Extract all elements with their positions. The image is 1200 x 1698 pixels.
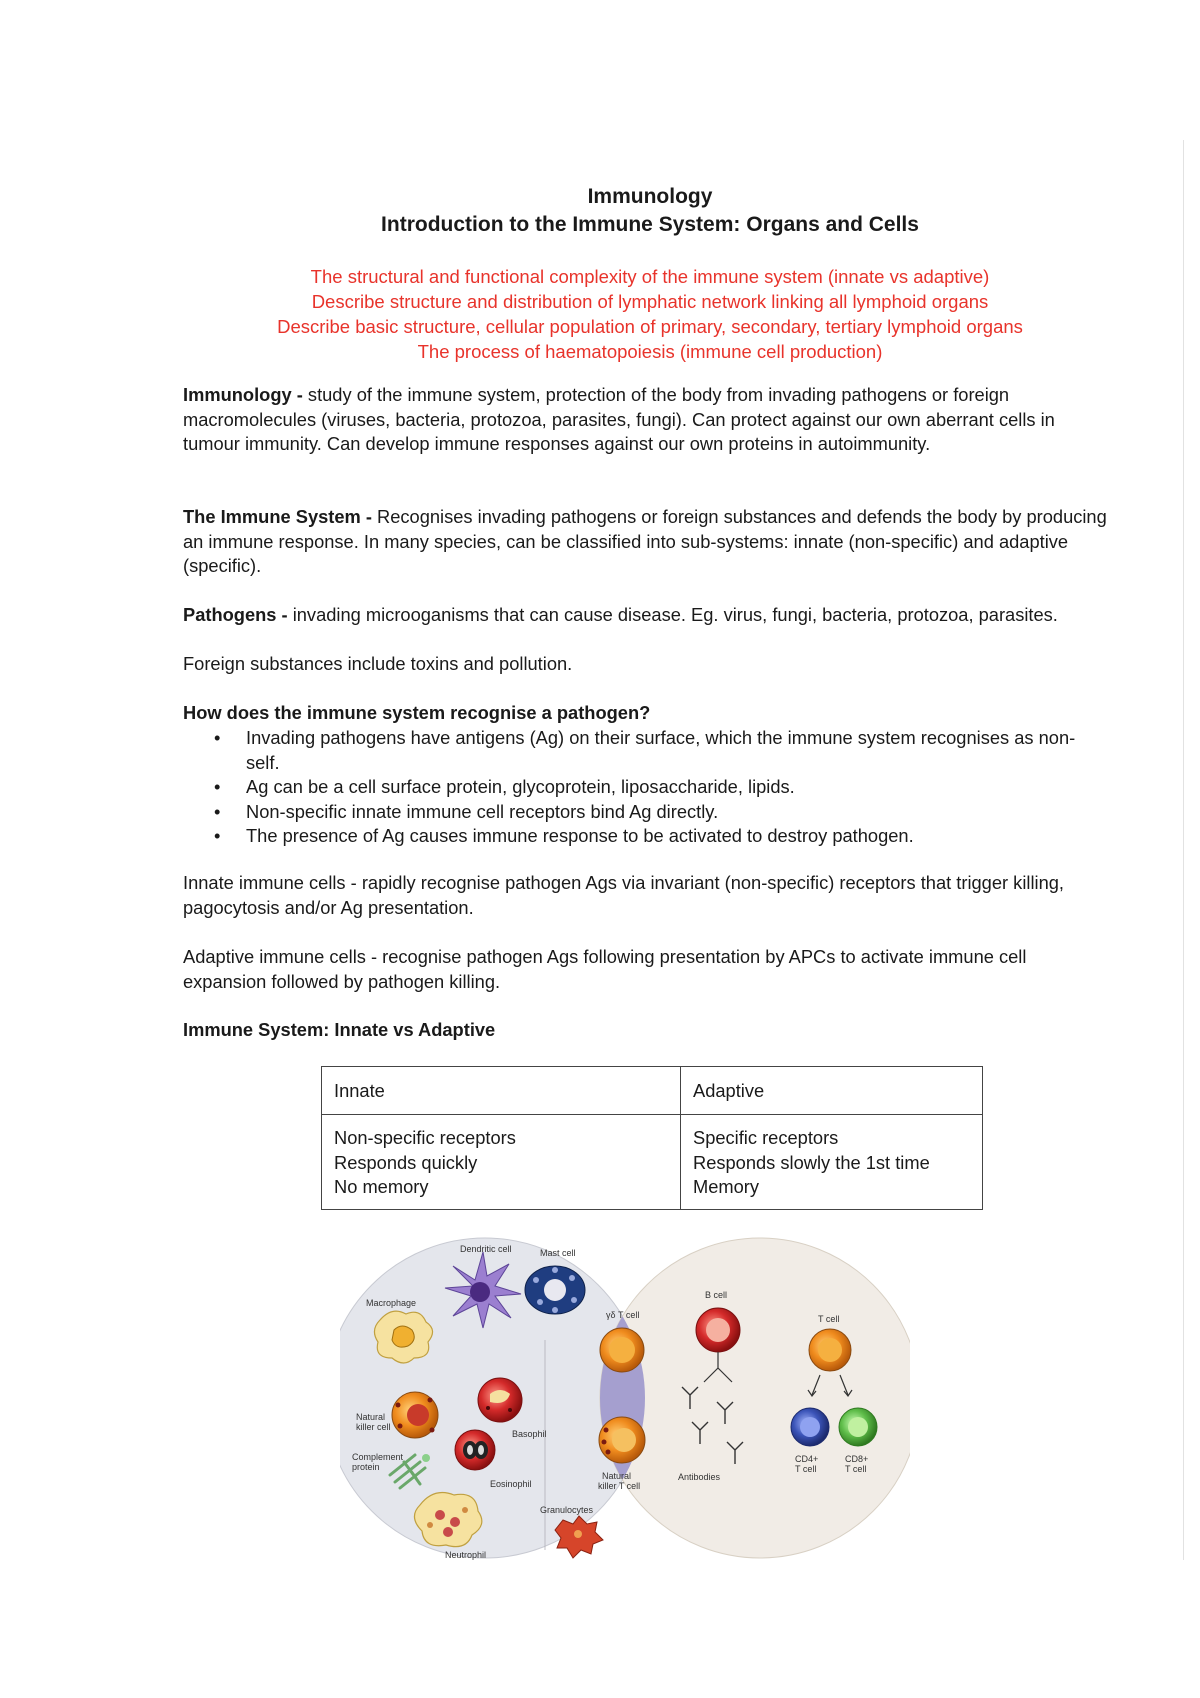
immune-cells-venn-diagram: [340, 1230, 910, 1565]
natural-killer-cell-icon: [392, 1392, 438, 1438]
label-natural-killer-2: killer cell: [356, 1422, 391, 1432]
paragraph-adaptive-cells: Adaptive immune cells - recognise pathogen Ags following presentation by APCs to activate immune cell expansion followed by pathogen killing.: [183, 946, 1027, 992]
mast-cell-icon: [525, 1266, 585, 1314]
label-cd4-2: T cell: [795, 1464, 817, 1474]
table-header-innate: Innate: [322, 1067, 681, 1115]
label-cd4-1: CD4+: [795, 1454, 819, 1464]
label-neutrophil: Neutrophil: [445, 1550, 487, 1560]
label-nkt-1: Natural: [602, 1471, 632, 1481]
adaptive-properties-cell: Specific receptors Responds slowly the 1st time Memory: [681, 1115, 983, 1210]
label-t-cell: T cell: [818, 1314, 840, 1324]
basophil-icon: [478, 1378, 522, 1422]
label-cd8-2: T cell: [845, 1464, 867, 1474]
definition-immune-system: Recognises invading pathogens or foreign substances and defends the body by producing an immune response. In many species, can be classified into sub-systems: innate (non-specific) and adaptive (specific).: [183, 506, 1107, 576]
cd8-t-cell-icon: [839, 1408, 877, 1446]
bullet-icon: •: [214, 727, 221, 748]
label-cd8-1: CD8+: [845, 1454, 869, 1464]
definition-pathogens: invading microoganisms that can cause disease. Eg. virus, fungi, bacteria, protozoa, parasites.: [287, 604, 1058, 625]
bullet-icon: •: [214, 800, 221, 822]
bullet-icon: •: [214, 776, 221, 797]
label-b-cell: B cell: [705, 1290, 728, 1300]
bullet-icon: •: [214, 825, 221, 846]
label-antibodies: Antibodies: [678, 1472, 721, 1482]
list-item: • The presence of Ag causes immune response to be activated to destroy pathogen.: [211, 824, 1091, 849]
eosinophil-icon: [455, 1430, 495, 1470]
cd4-t-cell-icon: [791, 1408, 829, 1446]
heading-innate-vs-adaptive: Immune System: Innate vs Adaptive: [183, 1019, 496, 1040]
term-immune-system: The Immune System -: [183, 506, 372, 527]
adaptive-circle: [600, 1238, 910, 1558]
list-item: • Non-specific innate immune cell receptors bind Ag directly.: [211, 800, 1091, 825]
page-subtitle: Introduction to the Immune System: Organs and Cells: [381, 213, 919, 236]
label-macrophage: Macrophage: [366, 1298, 417, 1308]
definition-immunology: study of the immune system, protection of the body from invading pathogens or foreign macromolecules (viruses, bacteria, protozoa, parasites, fungi). Can protect against our own aberrant cells in tumour immunity. Can develop immune responses against our own proteins in autoimmunity.: [183, 384, 1055, 454]
term-pathogens: Pathogens -: [183, 604, 288, 625]
table-row: [322, 1115, 983, 1210]
innate-adaptive-table: [321, 1066, 983, 1210]
paragraph-innate-cells: Innate immune cells - rapidly recognise pathogen Ags via invariant (non-specific) receptors that trigger killing, pagocytosis and/or Ag presentation.: [183, 872, 1064, 918]
gamma-delta-t-cell-icon: [600, 1328, 644, 1372]
learning-objectives: [0, 264, 1200, 364]
term-immunology: Immunology -: [183, 384, 303, 405]
paragraph-pathogens: [183, 603, 1113, 628]
label-eosinophil: Eosinophil: [490, 1479, 532, 1489]
label-complement-1: Complement: [352, 1452, 404, 1462]
list-item: • Ag can be a cell surface protein, glycoprotein, liposaccharide, lipids.: [211, 775, 1091, 800]
title-block: [0, 183, 1200, 239]
natural-killer-t-cell-icon: [599, 1417, 645, 1463]
granulocyte-icon: [555, 1516, 603, 1558]
label-complement-2: protein: [352, 1462, 380, 1472]
label-natural-killer-1: Natural: [356, 1412, 386, 1422]
heading-recognise-pathogen: How does the immune system recognise a pathogen?: [183, 702, 651, 723]
label-nkt-2: killer T cell: [598, 1481, 641, 1491]
paragraph-immune-system: [183, 505, 1113, 579]
macrophage-icon: [374, 1311, 432, 1363]
label-granulocytes: Granulocytes: [540, 1505, 594, 1515]
table-header-adaptive: Adaptive: [681, 1067, 983, 1115]
objective-item: The structural and functional complexity of the immune system (innate vs adaptive): [310, 266, 990, 287]
page-title: Immunology: [587, 185, 713, 208]
label-mast-cell: Mast cell: [540, 1248, 576, 1258]
objective-item: Describe basic structure, cellular population of primary, secondary, tertiary lymphoid organs: [277, 316, 1023, 337]
objective-item: Describe structure and distribution of lymphatic network linking all lymphoid organs: [311, 291, 989, 312]
recognition-bullet-list: [211, 726, 1091, 849]
list-item: • Invading pathogens have antigens (Ag) on their surface, which the immune system recognises as non-self.: [214, 727, 1076, 773]
innate-properties-cell: Non-specific receptors Responds quickly No memory: [322, 1115, 681, 1210]
paragraph-foreign-substances: Foreign substances include toxins and pollution.: [183, 653, 573, 674]
paragraph-immunology: [183, 383, 1113, 457]
label-gamma-delta-t-cell: γδ T cell: [606, 1310, 640, 1320]
label-dendritic-cell: Dendritic cell: [460, 1244, 512, 1254]
label-basophil: Basophil: [512, 1429, 547, 1439]
objective-item: The process of haematopoiesis (immune cell production): [417, 341, 883, 362]
table-header-row: [322, 1067, 983, 1115]
